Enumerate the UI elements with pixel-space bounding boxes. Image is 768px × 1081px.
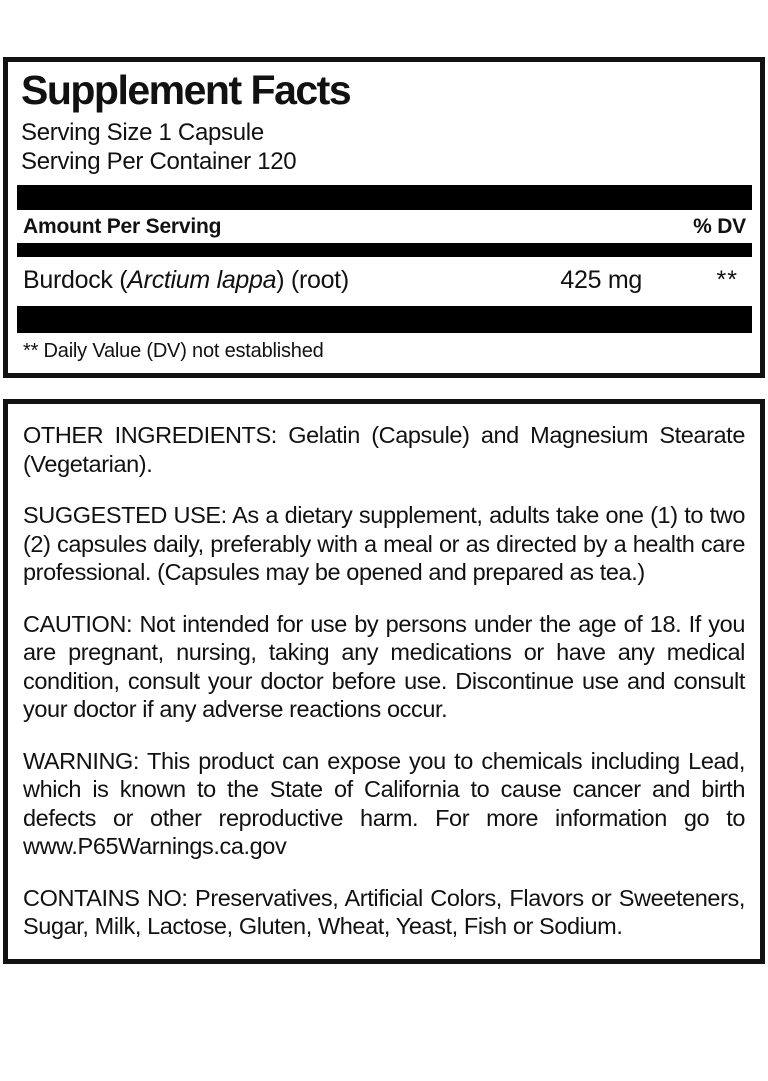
ingredient-amount: 425 mg [560,266,642,295]
separator-bar-mid [17,243,752,257]
serving-size: Serving Size 1 Capsule [21,119,264,147]
caution-paragraph: CAUTION: Not intended for use by persons under the age of 18. If you are pregnant, nursing, taking any medications or have any medical condition, consult your doctor before use. Discontinue use and consult your doctor if any adverse reactions occur. [23,610,745,723]
ingredient-daily-value: ** [716,266,738,295]
supplement-facts-panel [3,57,765,378]
warning-paragraph: WARNING: This product can expose you to chemicals including Lead, which is known to the State of California to cause cancer and birth defects or other reproductive harm. For more information go to www.P65Warnings.ca.gov [23,747,745,860]
servings-per-container: Serving Per Container 120 [21,148,297,176]
thick-separator-bar-top [17,185,752,210]
daily-value-footnote: ** Daily Value (DV) not established [23,340,324,363]
ingredient-name [23,266,530,295]
percent-dv-header: % DV [693,215,746,239]
contains-no-paragraph: CONTAINS NO: Preservatives, Artificial Colors, Flavors or Sweeteners, Sugar, Milk, Lactose, Gluten, Wheat, Yeast, Fish or Sodium. [23,884,745,940]
ingredient-botanical-name: Arctium lappa [127,266,277,295]
ingredient-row [21,257,748,306]
column-header-row [21,210,748,243]
other-ingredients-paragraph: OTHER INGREDIENTS: Gelatin (Capsule) and Magnesium Stearate (Vegetarian). [23,422,745,477]
amount-per-serving-header: Amount Per Serving [23,215,222,239]
serving-info-block [21,118,748,176]
ingredient-name-suffix: ) (root) [276,266,349,295]
info-panel [3,399,765,964]
supplement-facts-title: Supplement Facts [21,67,351,113]
suggested-use-paragraph: SUGGESTED USE: As a dietary supplement, adults take one (1) to two (2) capsules daily, preferably with a meal or as directed by a health care professional. (Capsules may be opened and prepared as tea.) [23,502,745,586]
thick-separator-bar-bottom [17,306,752,333]
ingredient-name-prefix: Burdock ( [23,266,128,295]
